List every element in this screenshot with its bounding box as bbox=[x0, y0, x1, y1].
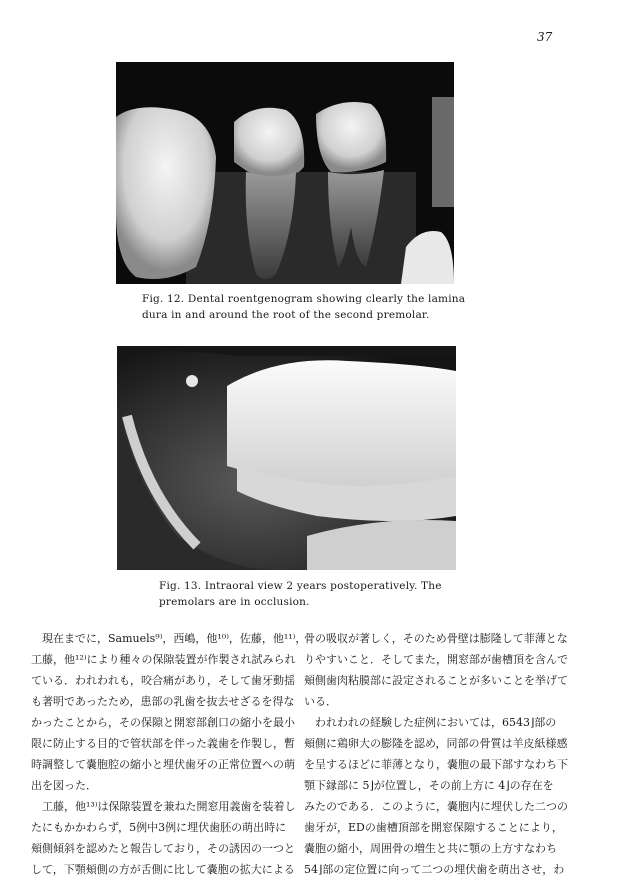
caption-line: premolars are in occlusion. bbox=[159, 596, 310, 608]
text-line: いる． bbox=[304, 695, 337, 708]
body-text-right-column bbox=[304, 628, 574, 880]
text-line: を呈するほどに菲薄となり，嚢胞の最下部すなわち下 bbox=[304, 758, 568, 771]
text-line: ている．われわれも，咬合痛があり，そして歯牙動揺 bbox=[31, 674, 295, 687]
text-line: 54⌋部の定位置に向って二つの埋伏歯を萌出させ，わ bbox=[304, 863, 565, 876]
page-number: 37 bbox=[537, 30, 553, 44]
text-line: かったことから，その保隙と開窓部創口の縮小を最小 bbox=[31, 716, 295, 729]
text-line: 工藤，他¹³⁾は保隙装置を兼ねた開窓用義歯を装着し bbox=[42, 800, 296, 813]
text-line: 現在までに，Samuels⁹⁾，西嶋，他¹⁰⁾，佐藤，他¹¹⁾， bbox=[42, 632, 306, 645]
text-line: みたのである．このように，嚢胞内に埋伏した二つの bbox=[304, 800, 568, 813]
text-line: 頬側歯肉粘膜部に設定されることが多いことを挙げて bbox=[304, 674, 568, 687]
text-line: 限に防止する目的で管状部を伴った義歯を作製し，暫 bbox=[31, 737, 295, 750]
figure-13-intraoral-photo bbox=[117, 346, 456, 570]
caption-line: dura in and around the root of the second premolar. bbox=[142, 309, 430, 321]
text-line: 頬側傾斜を認めたと報告しており，その誘因の一つと bbox=[31, 842, 295, 855]
text-line: 顎下縁部に 5⌋が位置し，その前上方に 4⌋の存在を bbox=[304, 779, 554, 792]
figure-12-caption bbox=[142, 291, 466, 323]
figure-12-radiograph bbox=[116, 62, 454, 284]
text-line: 頬側に鶏卵大の膨隆を認め，同部の骨質は羊皮紙様感 bbox=[304, 737, 568, 750]
text-line: して，下顎頬側の方が舌側に比して嚢胞の拡大による bbox=[31, 863, 295, 876]
figure-13-caption bbox=[159, 578, 459, 610]
text-line: 時調整して嚢胞腔の縮小と埋伏歯牙の正常位置への萌 bbox=[31, 758, 295, 771]
text-line: 歯牙が，EDの歯槽頂部を開窓保隙することにより， bbox=[304, 821, 563, 834]
text-line: 出を図った． bbox=[31, 779, 97, 792]
text-line: りやすいこと．そしてまた，開窓部が歯槽頂を含んで bbox=[304, 653, 568, 666]
body-text-left-column bbox=[31, 628, 306, 880]
text-line: われわれの経験した症例においては，6543⌋部の bbox=[315, 716, 557, 729]
caption-line: Fig. 12. Dental roentgenogram showing clearly the lamina bbox=[142, 293, 466, 305]
text-line: たにもかかわらず，5例中3例に埋伏歯胚の萌出時に bbox=[31, 821, 287, 834]
text-line: も著明であったため，患部の乳歯を抜去せざるを得な bbox=[31, 695, 295, 708]
caption-line: Fig. 13. Intraoral view 2 years postoperatively. The bbox=[159, 580, 442, 592]
text-line: 骨の吸収が著しく，そのため骨壁は膨隆して菲薄とな bbox=[304, 632, 568, 645]
text-line: 工藤，他¹²⁾により種々の保隙装置が作製され試みられ bbox=[31, 653, 296, 666]
text-line: 嚢胞の縮小，周囲骨の増生と共に顎の上方すなわち bbox=[304, 842, 557, 855]
